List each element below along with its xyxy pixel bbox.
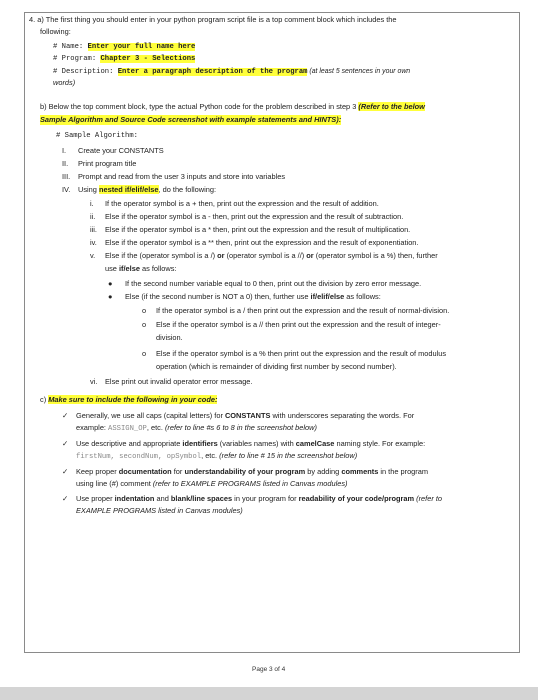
description-value: Enter a paragraph description of the program	[117, 68, 308, 76]
requirement-4-cont: EXAMPLE PROGRAMS listed in Canvas modules)	[76, 506, 243, 515]
substep-ii: ii. Else if the operator symbol is a - then, print out the expression and the result of subtraction.	[90, 212, 404, 221]
substep-iv: iv. Else if the operator symbol is a ** then, print out the expression and the result of exponentiation.	[90, 238, 419, 247]
description-note-cont: words)	[53, 78, 76, 87]
name-value: Enter your full name here	[87, 43, 196, 51]
algorithm-label: # Sample Algorithm:	[56, 132, 138, 140]
requirement-4: ✓ Use proper indentation and blank/line spaces in your program for readability of your code/program (refer to	[62, 494, 443, 503]
page-number: Page 3 of 4	[252, 666, 286, 673]
section-c-heading: c) Make sure to include the following in your code:	[40, 395, 218, 404]
requirement-3: ✓ Keep proper documentation for understandability of your program by adding comments in the program	[62, 467, 429, 476]
bullet-icon: ●	[108, 279, 113, 288]
requirement-1-cont: example: ASSIGN_OP, etc. (refer to line #s 6 to 8 in the screenshot below)	[76, 423, 317, 433]
circle-item-2: o Else if the operator symbol is a // then print out the expression and the result of integer-	[142, 320, 441, 329]
circle-bullet-icon: o	[142, 306, 147, 315]
substep-iii: iii. Else if the operator symbol is a * then, print out the expression and the result of multiplication.	[90, 225, 411, 234]
substep-i: i. If the operator symbol is a + then, print out the expression and the result of addition.	[90, 199, 379, 208]
name-line: # Name: Enter your full name here	[53, 43, 196, 51]
substep-vi: vi. Else print out invalid operator error message.	[90, 377, 253, 386]
substep-v-cont: use if/else as follows:	[105, 264, 177, 273]
checkmark-icon: ✓	[62, 411, 69, 420]
checkmark-icon: ✓	[62, 439, 69, 448]
requirement-1: ✓ Generally, we use all caps (capital letters) for CONSTANTS with underscores separating the words. For	[62, 411, 415, 420]
step-4: IV. Using nested if/elif/else, do the following:	[62, 185, 217, 194]
substep-v: v. Else if the (operator symbol is a /) or (operator symbol is a //) or (operator symbol is a %) then, further	[90, 251, 438, 260]
checkmark-icon: ✓	[62, 494, 69, 503]
section-a-intro: 4. a) The first thing you should enter in your python program script file is a top comment block which includes the	[29, 15, 397, 24]
requirement-2-cont: firstNum, secondNum, opSymbol, etc. (refer to line # 15 in the screenshot below)	[76, 451, 358, 461]
circle-bullet-icon: o	[142, 349, 147, 358]
section-b-ref-cont: Sample Algorithm and Source Code screenshot with example statements and HINTS):	[40, 115, 342, 124]
section-a-intro-cont: following:	[40, 27, 71, 36]
circle-item-1: o If the operator symbol is a / then print out the expression and the result of normal-division.	[142, 306, 450, 315]
section-b-intro: b) Below the top comment block, type the actual Python code for the problem described in step 3 (Refer to the below	[40, 102, 425, 111]
checkmark-icon: ✓	[62, 467, 69, 476]
program-line: # Program: Chapter 3 - Selections	[53, 55, 196, 63]
circle-bullet-icon: o	[142, 320, 147, 329]
step-2: II. Print program title	[62, 159, 137, 168]
description-line: # Description: Enter a paragraph description of the program (at least 5 sentences in your own	[53, 68, 411, 76]
program-value: Chapter 3 - Selections	[100, 55, 196, 63]
viewer-bottom-strip	[0, 687, 538, 700]
requirement-2: ✓ Use descriptive and appropriate identifiers (variables names) with camelCase naming style. For example:	[62, 439, 426, 448]
bullet-1: ● If the second number variable equal to 0 then, print out the division by zero error message.	[108, 279, 422, 288]
requirement-3-cont: using line (#) comment (refer to EXAMPLE PROGRAMS listed in Canvas modules)	[76, 479, 348, 488]
bullet-2: ● Else (if the second number is NOT a 0) then, further use if/elif/else as follows:	[108, 292, 381, 301]
circle-item-2-cont: division.	[156, 333, 183, 342]
circle-item-3-cont: operation (which is remainder of dividing first number by second number).	[156, 362, 397, 371]
step-1: I. Create your CONSTANTS	[62, 146, 164, 155]
section-b-ref: (Refer to the below	[358, 102, 425, 111]
step-3: III. Prompt and read from the user 3 inputs and store into variables	[62, 172, 286, 181]
bullet-icon: ●	[108, 292, 113, 301]
circle-item-3: o Else if the operator symbol is a % then print out the expression and the result of modulus	[142, 349, 447, 358]
